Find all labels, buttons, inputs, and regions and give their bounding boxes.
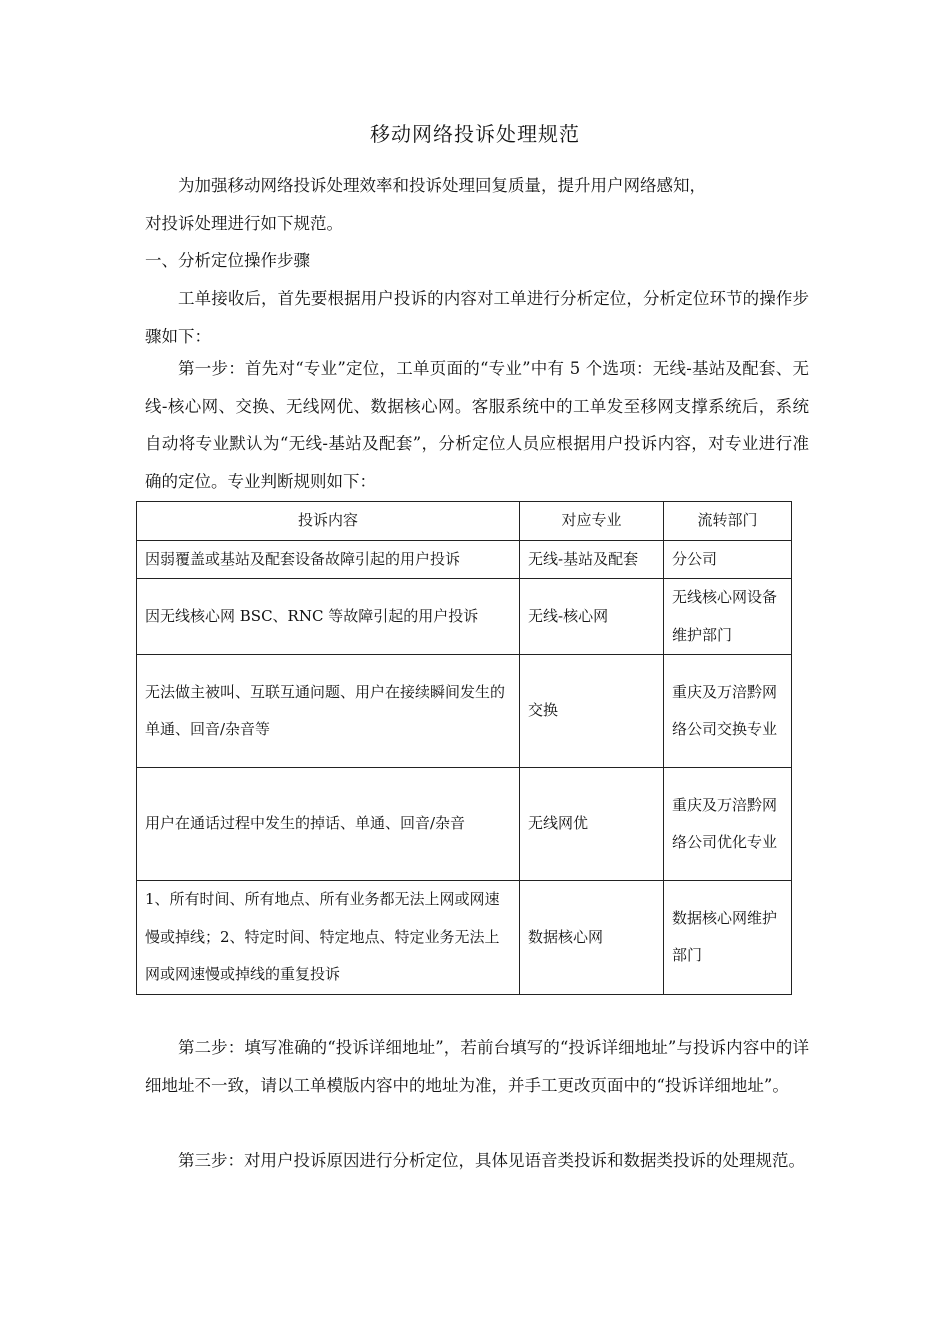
table-cell-specialty: 交换 [520, 655, 664, 768]
table-cell-specialty: 无线-基站及配套 [520, 540, 664, 579]
table-row [137, 768, 792, 881]
table-cell-department: 重庆及万涪黔网络公司交换专业 [664, 655, 792, 768]
intro-line-2: 对投诉处理进行如下规范。 [145, 214, 343, 233]
table-cell-content: 因弱覆盖或基站及配套设备故障引起的用户投诉 [137, 540, 520, 579]
table-cell-specialty: 无线网优 [520, 768, 664, 881]
table-header-cell: 流转部门 [664, 502, 792, 541]
specialty-rules-table [136, 501, 792, 995]
table-cell-content: 因无线核心网 BSC、RNC 等故障引起的用户投诉 [137, 579, 520, 655]
table-cell-department: 重庆及万涪黔网络公司优化专业 [664, 768, 792, 881]
table-row [137, 579, 792, 655]
table-row [137, 655, 792, 768]
document-title: 移动网络投诉处理规范 [370, 122, 580, 146]
table-cell-department: 数据核心网维护部门 [664, 881, 792, 995]
intro-line-1: 为加强移动网络投诉处理效率和投诉处理回复质量，提升用户网络感知， [178, 176, 706, 195]
table-row [137, 881, 792, 995]
step-1-paragraph: 第一步：首先对“专业”定位，工单页面的“专业”中有 5 个选项：无线-基站及配套、无线-核心网、交换、无线网优、数据核心网。客服系统中的工单发至移网支撑系统后，系统自动将专业默认为“无线-基站及配套”，分析定位人员应根据用户投诉内容，对专业进行准确的定位。专业判断规则如下： [145, 359, 809, 491]
table-header-cell: 投诉内容 [137, 502, 520, 541]
table-header-cell: 对应专业 [520, 502, 664, 541]
step-3-paragraph: 第三步：对用户投诉原因进行分析定位，具体见语音类投诉和数据类投诉的处理规范。 [178, 1151, 805, 1170]
table-cell-content: 1、所有时间、所有地点、所有业务都无法上网或网速慢或掉线；2、特定时间、特定地点、特定业务无法上网或网速慢或掉线的重复投诉 [137, 881, 520, 995]
table-cell-specialty: 数据核心网 [520, 881, 664, 995]
section-1-heading: 一、分析定位操作步骤 [145, 251, 310, 270]
table-cell-content: 用户在通话过程中发生的掉话、单通、回音/杂音 [137, 768, 520, 881]
table-cell-content: 无法做主被叫、互联互通问题、用户在接续瞬间发生的单通、回音/杂音等 [137, 655, 520, 768]
table-header-row [137, 502, 792, 541]
section-1-paragraph: 工单接收后，首先要根据用户投诉的内容对工单进行分析定位，分析定位环节的操作步骤如下： [145, 289, 809, 346]
table-cell-specialty: 无线-核心网 [520, 579, 664, 655]
table-cell-department: 无线核心网设备维护部门 [664, 579, 792, 655]
table-cell-department: 分公司 [664, 540, 792, 579]
step-2-paragraph: 第二步：填写准确的“投诉详细地址”，若前台填写的“投诉详细地址”与投诉内容中的详细地址不一致，请以工单模版内容中的地址为准，并手工更改页面中的“投诉详细地址”。 [145, 1038, 809, 1095]
table-row [137, 540, 792, 579]
